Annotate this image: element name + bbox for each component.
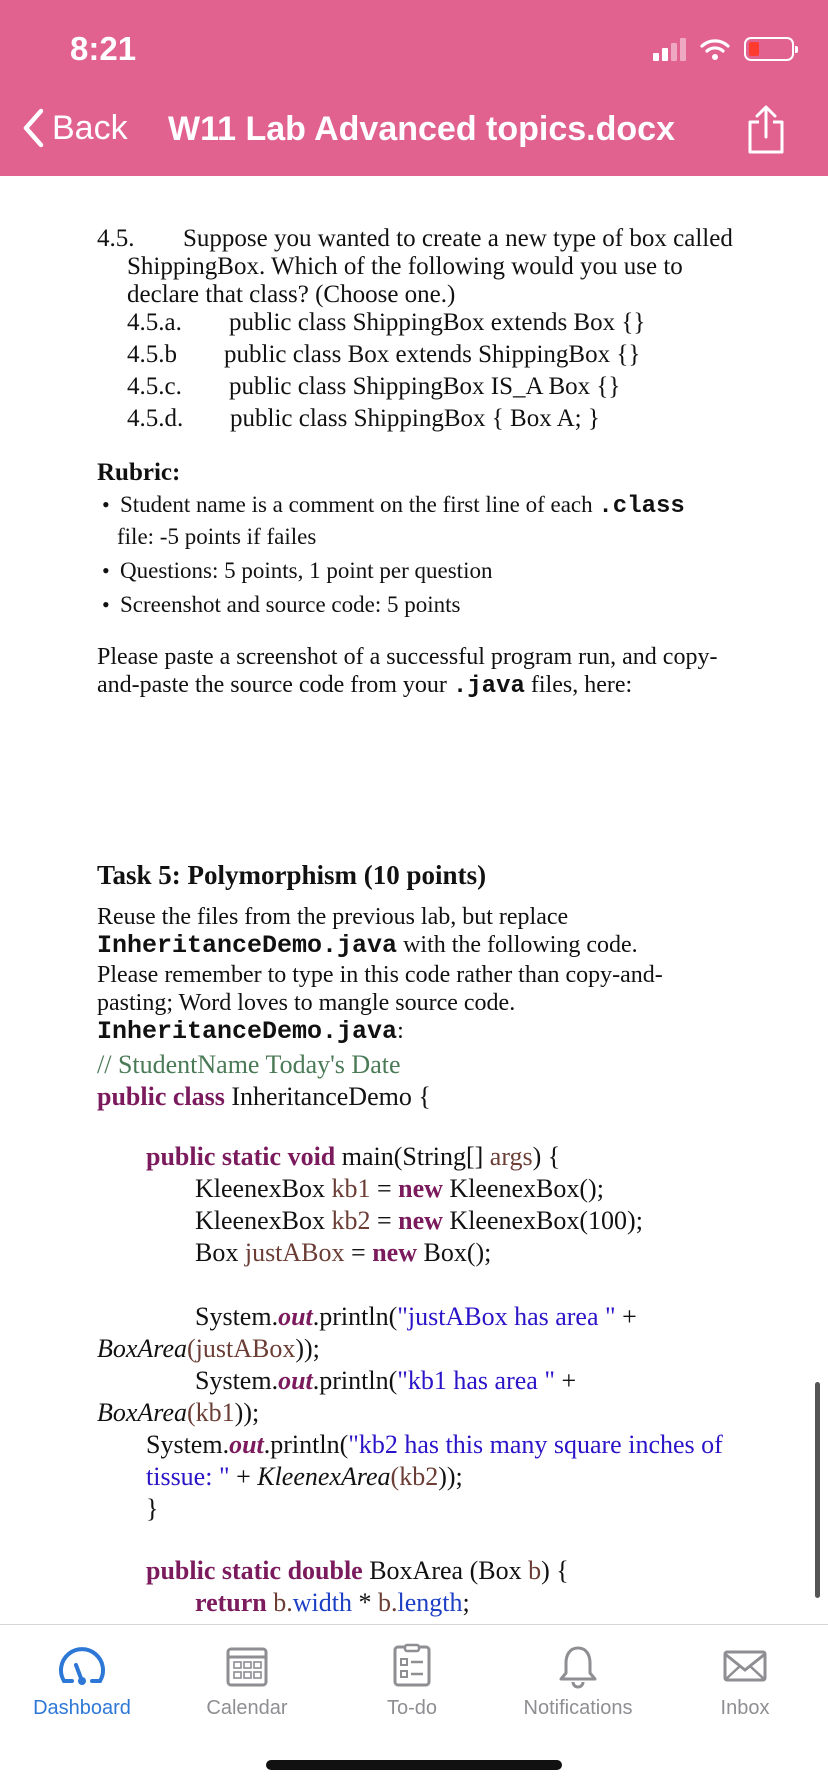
share-icon (744, 104, 788, 156)
share-button[interactable] (744, 104, 788, 156)
bullet: • (102, 592, 110, 617)
code-line: tissue: " + KleenexArea(kb2)); (146, 1462, 463, 1491)
back-label: Back (52, 108, 128, 147)
task-paragraph: pasting; Word loves to mangle source code. (97, 990, 516, 1016)
bell-icon (555, 1643, 601, 1689)
bullet: • (102, 492, 110, 517)
option-label: 4.5.b (127, 341, 177, 368)
tab-label: Inbox (720, 1697, 770, 1719)
signal-icon (653, 37, 686, 61)
document-title: W11 Lab Advanced topics.docx (168, 110, 675, 148)
rubric-item: Screenshot and source code: 5 points (120, 592, 461, 617)
bullet: • (102, 558, 110, 583)
home-indicator[interactable] (266, 1760, 562, 1770)
battery-icon (744, 37, 794, 61)
question-text-line: ShippingBox. Which of the following would you use to (127, 253, 683, 280)
code-line: public class InheritanceDemo { (97, 1082, 431, 1111)
option-text: public class ShippingBox { Box A; } (230, 405, 600, 432)
tab-calendar[interactable] (172, 1643, 322, 1720)
code-line: System.out.println("kb2 has this many square inches of (146, 1430, 723, 1459)
document-viewer[interactable] (0, 176, 828, 1624)
tab-label: Dashboard (33, 1697, 131, 1719)
paste-instructions: and-paste the source code from your .java files, here: (97, 672, 633, 700)
file-label: InheritanceDemo.java: (97, 1017, 404, 1046)
tab-bar (0, 1624, 828, 1792)
code-line: BoxArea(justABox)); (97, 1334, 320, 1363)
question-text-line: Suppose you wanted to create a new type of box called (183, 225, 733, 252)
option-text: public class ShippingBox IS_A Box {} (229, 373, 621, 400)
code-line: return b.width * b.length; (195, 1588, 470, 1617)
tab-dashboard[interactable] (7, 1643, 157, 1720)
envelope-icon (722, 1643, 768, 1689)
option-label: 4.5.d. (127, 405, 184, 432)
tab-label: To-do (386, 1697, 438, 1719)
paste-instructions: Please paste a screenshot of a successful program run, and copy- (97, 644, 718, 670)
back-button[interactable] (22, 108, 128, 148)
todo-icon (389, 1643, 435, 1689)
rubric-item: Student name is a comment on the first line of each .class (120, 492, 685, 520)
option-text: public class ShippingBox extends Box {} (229, 309, 646, 336)
question-text-line: declare that class? (Choose one.) (127, 281, 456, 308)
task-paragraph: Reuse the files from the previous lab, but replace (97, 904, 569, 930)
option-label: 4.5.c. (127, 373, 182, 400)
option-label: 4.5.a. (127, 309, 182, 336)
code-line: BoxArea(kb1)); (97, 1398, 260, 1427)
tab-inbox[interactable] (670, 1643, 820, 1720)
code-line: System.out.println("kb1 has area " + (195, 1366, 577, 1395)
code-line: Box justABox = new Box(); (195, 1238, 492, 1267)
code-line: System.out.println("justABox has area " + (195, 1302, 637, 1331)
tab-label: Notifications (523, 1697, 633, 1719)
chevron-left-icon (22, 108, 44, 148)
option-text: public class Box extends ShippingBox {} (224, 341, 641, 368)
wifi-icon (700, 37, 730, 61)
status-time: 8:21 (70, 30, 137, 67)
tab-label: Calendar (206, 1697, 288, 1719)
question-number: 4.5. (97, 225, 135, 252)
code-line: public static double BoxArea (Box b) { (146, 1556, 569, 1585)
tab-todo[interactable] (337, 1643, 487, 1720)
app-header (0, 0, 828, 176)
scrollbar[interactable] (815, 1382, 820, 1598)
task-paragraph: Please remember to type in this code rather than copy-and- (97, 962, 663, 988)
calendar-icon (224, 1643, 270, 1689)
rubric-item: Questions: 5 points, 1 point per question (120, 558, 493, 583)
rubric-heading: Rubric: (97, 459, 181, 486)
tab-notifications[interactable] (502, 1643, 654, 1720)
code-line: KleenexBox kb1 = new KleenexBox(); (195, 1174, 604, 1203)
rubric-item-cont: file: -5 points if failes (117, 524, 317, 549)
task-paragraph: InheritanceDemo.java with the following code. (97, 931, 638, 960)
code-line: KleenexBox kb2 = new KleenexBox(100); (195, 1206, 643, 1235)
code-line: public static void main(String[] args) { (146, 1142, 561, 1171)
status-icons (653, 36, 794, 62)
code-comment: // StudentName Today's Date (97, 1050, 401, 1079)
code-line: } (146, 1494, 159, 1523)
task-heading: Task 5: Polymorphism (10 points) (97, 860, 487, 890)
dashboard-icon (56, 1643, 108, 1689)
